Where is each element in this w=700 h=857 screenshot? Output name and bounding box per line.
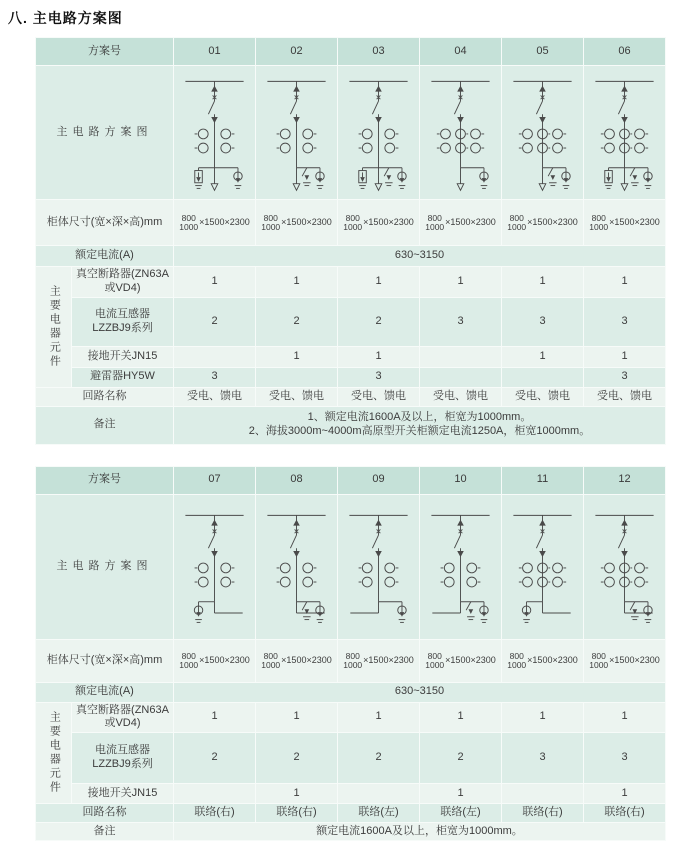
ct-qty: 3 <box>584 297 666 346</box>
circuit-diagram-07 <box>176 502 253 632</box>
earth-qty: 1 <box>584 784 666 804</box>
circuit-name-value: 联络(右) <box>256 804 338 823</box>
remark-text: 额定电流1600A及以上，柜宽为1000mm。 <box>174 823 666 841</box>
remark-label: 备注 <box>36 823 174 841</box>
arrester-qty: 3 <box>584 367 666 387</box>
earth-qty: 1 <box>256 346 338 367</box>
circuit-name-row <box>36 387 666 406</box>
earth-qty: 1 <box>584 346 666 367</box>
ct-label: 电流互感器 LZZBJ9系列 <box>72 733 174 784</box>
circuit-diagram-04 <box>422 68 499 198</box>
page-title: 八. 主电路方案图 <box>8 10 123 26</box>
diagram-row-label: 主电路方案图 <box>36 494 174 639</box>
earth-qty <box>502 784 584 804</box>
ct-qty: 3 <box>502 733 584 784</box>
circuit-name-value: 联络(右) <box>502 804 584 823</box>
circuit-diagram-10 <box>422 502 499 632</box>
circuit-name-value: 联络(左) <box>420 804 502 823</box>
circuit-name-value: 联络(右) <box>174 804 256 823</box>
breaker-label: 真空断路器(ZN63A或VD4) <box>72 267 174 298</box>
remark-text: 1、额定电流1600A及以上，柜宽为1000mm。 2、海拔3000m~4000m高原型开关柜额定电流1250A，柜宽1000mm。 <box>174 406 666 444</box>
circuit-diagram-08 <box>258 502 335 632</box>
circuit-diagram-01 <box>176 68 253 198</box>
breaker-qty: 1 <box>256 702 338 733</box>
circuit-diagram-03 <box>340 68 417 198</box>
table-header-row <box>36 466 666 494</box>
circuit-name-value: 受电、馈电 <box>338 387 420 406</box>
remark-row <box>36 406 666 444</box>
breaker-qty: 1 <box>420 702 502 733</box>
arrester-qty <box>502 367 584 387</box>
rated-current-value: 630~3150 <box>174 246 666 267</box>
circuit-diagram-06 <box>586 68 663 198</box>
dimensions-value: 800 1000 ×1500×2300 <box>584 639 666 682</box>
diagram-row-label: 主电路方案图 <box>36 66 174 200</box>
scheme-no-label: 方案号 <box>36 38 174 66</box>
rated-current-row <box>36 682 666 702</box>
ct-qty: 2 <box>420 733 502 784</box>
scheme-table-07-12 <box>35 466 666 842</box>
scheme-header-09: 09 <box>338 466 420 494</box>
circuit-name-value: 联络(左) <box>338 804 420 823</box>
earth-qty: 1 <box>256 784 338 804</box>
dimensions-label: 柜体尺寸(宽×深×高)mm <box>36 200 174 246</box>
circuit-name-value: 受电、馈电 <box>174 387 256 406</box>
dimensions-value: 800 1000 ×1500×2300 <box>174 639 256 682</box>
earth-switch-row <box>36 784 666 804</box>
circuit-diagram-02 <box>258 68 335 198</box>
ct-qty: 2 <box>256 297 338 346</box>
remark-row <box>36 823 666 841</box>
arrester-label: 避雷器HY5W <box>72 367 174 387</box>
ct-qty: 3 <box>502 297 584 346</box>
scheme-header-04: 04 <box>420 38 502 66</box>
circuit-diagram-09 <box>340 502 417 632</box>
dimensions-label: 柜体尺寸(宽×深×高)mm <box>36 639 174 682</box>
rated-current-label: 额定电流(A) <box>36 682 174 702</box>
breaker-qty: 1 <box>502 267 584 298</box>
circuit-name-value: 受电、馈电 <box>502 387 584 406</box>
breaker-row <box>36 702 666 733</box>
circuit-name-label: 回路名称 <box>36 387 174 406</box>
earth-qty <box>174 346 256 367</box>
earth-qty: 1 <box>338 346 420 367</box>
dimensions-row <box>36 200 666 246</box>
rated-current-row <box>36 246 666 267</box>
earth-switch-label: 接地开关JN15 <box>72 346 174 367</box>
breaker-qty: 1 <box>338 267 420 298</box>
ct-row <box>36 297 666 346</box>
arrester-qty <box>256 367 338 387</box>
scheme-header-05: 05 <box>502 38 584 66</box>
earth-qty: 1 <box>420 784 502 804</box>
breaker-qty: 1 <box>584 702 666 733</box>
breaker-qty: 1 <box>420 267 502 298</box>
earth-qty: 1 <box>502 346 584 367</box>
earth-qty <box>338 784 420 804</box>
circuit-name-value: 受电、馈电 <box>584 387 666 406</box>
circuit-name-label: 回路名称 <box>36 804 174 823</box>
breaker-qty: 1 <box>338 702 420 733</box>
arrester-row <box>36 367 666 387</box>
ct-qty: 2 <box>174 733 256 784</box>
scheme-header-12: 12 <box>584 466 666 494</box>
breaker-qty: 1 <box>256 267 338 298</box>
dimensions-value: 800 1000 ×1500×2300 <box>256 639 338 682</box>
scheme-header-03: 03 <box>338 38 420 66</box>
dimensions-value: 800 1000 ×1500×2300 <box>420 639 502 682</box>
circuit-name-row <box>36 804 666 823</box>
ct-qty: 2 <box>338 733 420 784</box>
earth-switch-row <box>36 346 666 367</box>
ct-row <box>36 733 666 784</box>
arrester-qty: 3 <box>338 367 420 387</box>
scheme-header-02: 02 <box>256 38 338 66</box>
ct-qty: 3 <box>584 733 666 784</box>
ct-qty: 2 <box>256 733 338 784</box>
diagram-row <box>36 66 666 200</box>
circuit-name-value: 受电、馈电 <box>256 387 338 406</box>
scheme-header-01: 01 <box>174 38 256 66</box>
dimensions-value: 800 1000 ×1500×2300 <box>584 200 666 246</box>
components-group-label: 主要电器元件 <box>36 702 72 804</box>
table-header-row <box>36 38 666 66</box>
rated-current-value: 630~3150 <box>174 682 666 702</box>
ct-qty: 2 <box>338 297 420 346</box>
diagram-row <box>36 494 666 639</box>
ct-label: 电流互感器 LZZBJ9系列 <box>72 297 174 346</box>
rated-current-label: 额定电流(A) <box>36 246 174 267</box>
breaker-label: 真空断路器(ZN63A或VD4) <box>72 702 174 733</box>
arrester-qty: 3 <box>174 367 256 387</box>
earth-qty <box>174 784 256 804</box>
scheme-header-07: 07 <box>174 466 256 494</box>
ct-qty: 3 <box>420 297 502 346</box>
earth-switch-label: 接地开关JN15 <box>72 784 174 804</box>
dimensions-value: 800 1000 ×1500×2300 <box>420 200 502 246</box>
breaker-qty: 1 <box>502 702 584 733</box>
dimensions-value: 800 1000 ×1500×2300 <box>502 639 584 682</box>
circuit-diagram-05 <box>504 68 581 198</box>
dimensions-value: 800 1000 ×1500×2300 <box>338 639 420 682</box>
arrester-qty <box>420 367 502 387</box>
breaker-qty: 1 <box>174 267 256 298</box>
remark-label: 备注 <box>36 406 174 444</box>
scheme-header-06: 06 <box>584 38 666 66</box>
components-group-label: 主要电器元件 <box>36 267 72 388</box>
breaker-row <box>36 267 666 298</box>
circuit-name-value: 受电、馈电 <box>420 387 502 406</box>
dimensions-value: 800 1000 ×1500×2300 <box>338 200 420 246</box>
dimensions-value: 800 1000 ×1500×2300 <box>502 200 584 246</box>
circuit-diagram-12 <box>586 502 663 632</box>
ct-qty: 2 <box>174 297 256 346</box>
dimensions-value: 800 1000 ×1500×2300 <box>256 200 338 246</box>
dimensions-row <box>36 639 666 682</box>
breaker-qty: 1 <box>174 702 256 733</box>
scheme-table-01-06 <box>35 37 666 445</box>
scheme-no-label: 方案号 <box>36 466 174 494</box>
circuit-name-value: 联络(右) <box>584 804 666 823</box>
scheme-header-10: 10 <box>420 466 502 494</box>
circuit-diagram-11 <box>504 502 581 632</box>
scheme-header-11: 11 <box>502 466 584 494</box>
scheme-header-08: 08 <box>256 466 338 494</box>
dimensions-value: 800 1000 ×1500×2300 <box>174 200 256 246</box>
breaker-qty: 1 <box>584 267 666 298</box>
earth-qty <box>420 346 502 367</box>
